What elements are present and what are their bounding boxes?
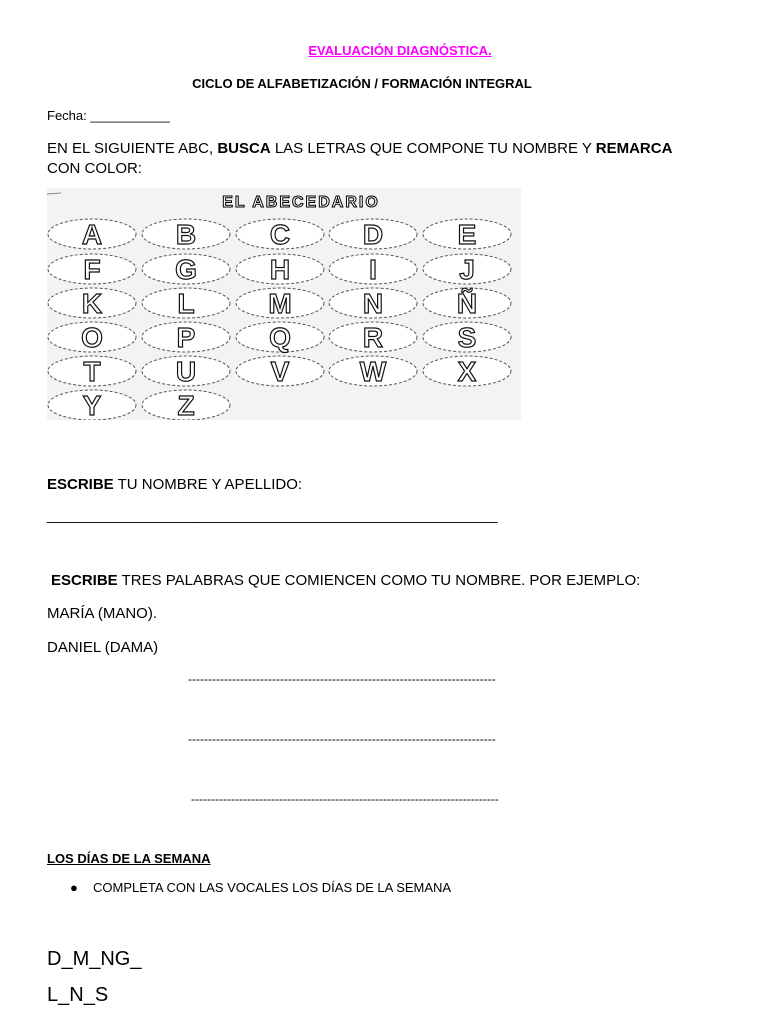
svg-text:X: X bbox=[457, 356, 477, 387]
instruction-bold-remarca: REMARCA bbox=[595, 140, 673, 157]
instruction-text: TU NOMBRE Y APELLIDO: bbox=[113, 476, 303, 493]
name-answer-line: ______________________________________________________ bbox=[47, 507, 498, 524]
alphabet-chart bbox=[47, 188, 521, 420]
instruction-bold-busca: BUSCA bbox=[217, 140, 271, 157]
svg-text:B: B bbox=[175, 219, 197, 250]
instruction-text: LAS LETRAS QUE COMPONE TU NOMBRE Y bbox=[270, 140, 596, 157]
alphabet-letter-y bbox=[48, 390, 136, 420]
svg-text:S: S bbox=[457, 322, 477, 353]
instruction-text: CON COLOR: bbox=[47, 160, 143, 177]
svg-text:C: C bbox=[269, 219, 291, 250]
bullet-icon: ● bbox=[70, 880, 78, 895]
instruction-search-letters bbox=[47, 139, 672, 179]
svg-text:R: R bbox=[362, 322, 384, 353]
bullet-text: COMPLETA CON LAS VOCALES LOS DÍAS DE LA SEMANA bbox=[93, 880, 452, 895]
svg-text:E: E bbox=[457, 219, 477, 250]
svg-text:K: K bbox=[81, 288, 103, 319]
svg-text:I: I bbox=[369, 254, 377, 285]
svg-text:Q: Q bbox=[269, 322, 291, 353]
answer-line-2: ----------------------------------------------------------------------------- bbox=[188, 732, 496, 746]
days-instruction-bullet bbox=[70, 880, 451, 895]
day-exercise-1: D_M_NG_ bbox=[47, 948, 142, 970]
answer-line-1: ----------------------------------------------------------------------------- bbox=[188, 672, 496, 686]
date-field: Fecha: ___________ bbox=[47, 108, 170, 123]
alphabet-letter-z bbox=[142, 390, 230, 420]
instruction-bold-escribe: ESCRIBE bbox=[47, 476, 114, 493]
day-exercise-2: L_N_S bbox=[47, 984, 109, 1006]
document-subtitle: CICLO DE ALFABETIZACIÓN / FORMACIÓN INTEGRAL bbox=[192, 76, 532, 91]
svg-text:Ñ: Ñ bbox=[456, 288, 478, 319]
svg-text:H: H bbox=[269, 254, 291, 285]
svg-text:M: M bbox=[268, 288, 292, 319]
svg-text:L: L bbox=[177, 288, 195, 319]
svg-text:Z: Z bbox=[177, 390, 195, 420]
svg-text:F: F bbox=[83, 254, 101, 285]
svg-text:A: A bbox=[81, 219, 103, 250]
instruction-write-name bbox=[47, 476, 302, 493]
svg-text:T: T bbox=[83, 356, 101, 387]
document-title: EVALUACIÓN DIAGNÓSTICA. bbox=[308, 43, 492, 58]
alphabet-chart-heading: EL ABECEDARIO bbox=[222, 194, 380, 211]
svg-text:P: P bbox=[176, 322, 196, 353]
instruction-write-words bbox=[51, 572, 640, 589]
svg-text:D: D bbox=[362, 219, 384, 250]
example-maria: MARÍA (MANO). bbox=[47, 605, 158, 622]
svg-text:J: J bbox=[459, 254, 475, 285]
example-daniel: DANIEL (DAMA) bbox=[47, 639, 159, 656]
answer-line-3: ----------------------------------------------------------------------------- bbox=[191, 792, 499, 806]
instruction-text: EN EL SIGUIENTE ABC, bbox=[47, 140, 218, 157]
svg-text:O: O bbox=[81, 322, 103, 353]
svg-text:G: G bbox=[175, 254, 197, 285]
svg-text:V: V bbox=[270, 356, 290, 387]
svg-text:N: N bbox=[362, 288, 384, 319]
svg-text:Y: Y bbox=[82, 390, 102, 420]
svg-text:U: U bbox=[175, 356, 197, 387]
instruction-text: TRES PALABRAS QUE COMIENCEN COMO TU NOMBRE. POR EJEMPLO: bbox=[117, 572, 641, 589]
instruction-bold-escribe: ESCRIBE bbox=[51, 572, 118, 589]
svg-text:W: W bbox=[359, 356, 387, 387]
days-section-heading: LOS DÍAS DE LA SEMANA bbox=[47, 851, 211, 866]
